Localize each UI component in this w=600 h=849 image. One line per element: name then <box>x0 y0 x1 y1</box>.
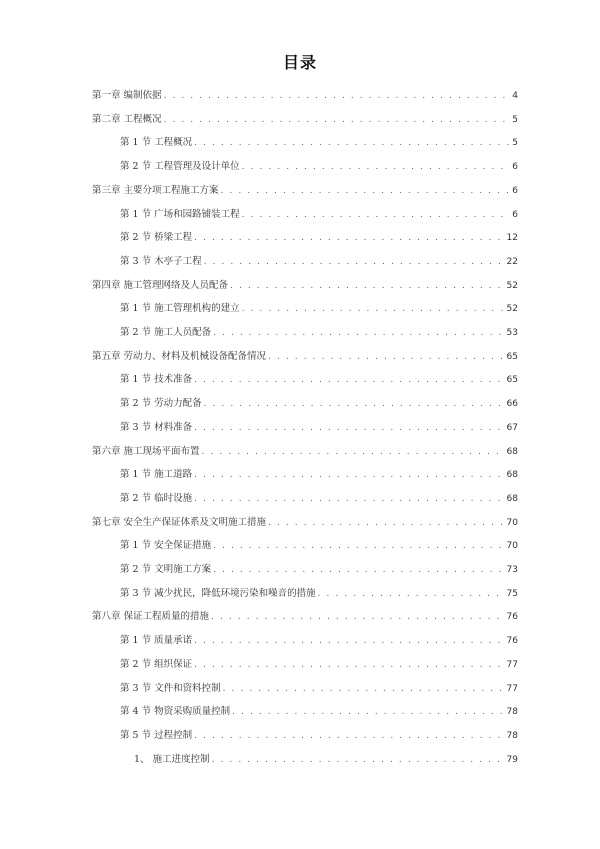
toc-entry[interactable] <box>120 396 518 412</box>
toc-entry-title: 第 3 节 木亭子工程 <box>120 255 202 267</box>
toc-page-number: 75 <box>506 588 518 599</box>
toc-entry-title: 第 2 节 桥梁工程 <box>120 232 193 244</box>
toc-dot-leader <box>194 135 510 151</box>
toc-entry[interactable] <box>120 681 518 697</box>
toc-entry[interactable] <box>92 278 518 294</box>
toc-entry[interactable] <box>134 752 518 768</box>
toc-dot-leader <box>194 728 504 744</box>
toc-entry[interactable] <box>120 633 518 649</box>
toc-dot-leader <box>242 207 511 223</box>
toc-entry-title: 第 2 节 临时设施 <box>120 492 193 504</box>
toc-entry-title: 第 1 节 质量承诺 <box>120 635 193 647</box>
toc-page-number: 6 <box>512 209 518 220</box>
toc-entry[interactable] <box>120 657 518 673</box>
toc-dot-leader <box>194 230 504 246</box>
toc-entry-title: 第 2 节 组织保证 <box>120 658 193 670</box>
toc-dot-leader <box>221 183 511 199</box>
toc-entry[interactable] <box>92 609 518 625</box>
toc-entry[interactable] <box>120 207 518 223</box>
toc-entry-title: 第 4 节 物资采购质量控制 <box>120 706 231 718</box>
toc-dot-leader <box>194 633 504 649</box>
toc-entry-title: 第 1 节 技术准备 <box>120 374 193 386</box>
toc-entry-title: 第 1 节 施工道路 <box>120 469 193 481</box>
toc-dot-leader <box>194 420 504 436</box>
toc-entry[interactable] <box>92 112 518 128</box>
toc-page-number: 12 <box>506 233 518 244</box>
toc-page-number: 6 <box>512 162 518 173</box>
toc-entry-title: 第 5 节 过程控制 <box>120 729 193 741</box>
toc-dot-leader <box>242 301 505 317</box>
toc-entry-title: 第三章 主要分项工程施工方案 <box>92 184 219 196</box>
toc-dot-leader <box>204 254 505 270</box>
toc-dot-leader <box>204 396 505 412</box>
toc-page-number: 70 <box>506 541 518 552</box>
toc-dot-leader <box>164 88 511 104</box>
toc-dot-leader <box>213 562 504 578</box>
toc-page-number: 22 <box>506 256 518 267</box>
toc-dot-leader <box>268 515 505 531</box>
toc-entry[interactable] <box>120 254 518 270</box>
toc-entry-title: 第 3 节 减少扰民，降低环境污染和噪音的措施 <box>120 587 316 599</box>
toc-page-number: 68 <box>506 470 518 481</box>
toc-dot-leader <box>194 467 504 483</box>
toc-entry-title: 第 1 节 广场和园路铺装工程 <box>120 208 240 220</box>
toc-page-number: 68 <box>506 493 518 504</box>
toc-entry[interactable] <box>120 562 518 578</box>
toc-page-number: 79 <box>506 754 518 765</box>
toc-entry[interactable] <box>120 325 518 341</box>
toc-page-number: 77 <box>506 659 518 670</box>
toc-dot-leader <box>212 752 505 768</box>
toc-page-number: 67 <box>506 422 518 433</box>
toc-dot-leader <box>164 112 511 128</box>
toc-entry[interactable] <box>120 420 518 436</box>
toc-entry[interactable] <box>120 586 518 602</box>
toc-entry-title: 第七章 安全生产保证体系及文明施工措施 <box>92 516 267 528</box>
toc-entry-title: 第一章 编制依据 <box>92 90 162 101</box>
toc-page-number: 78 <box>506 707 518 718</box>
toc-dot-leader <box>213 538 504 554</box>
toc-dot-leader <box>213 325 504 341</box>
toc-entry[interactable] <box>120 728 518 744</box>
toc-page-number: 65 <box>506 375 518 386</box>
toc-dot-leader <box>318 586 505 602</box>
toc-page-number: 70 <box>506 517 518 528</box>
toc-entry[interactable] <box>120 301 518 317</box>
toc-dot-leader <box>211 609 505 625</box>
toc-entry[interactable] <box>120 159 518 175</box>
toc-title: 目录 <box>282 53 317 72</box>
toc-dot-leader <box>194 491 504 507</box>
toc-entry[interactable] <box>120 135 518 151</box>
toc-entry-title: 第 1 节 工程概况 <box>120 137 193 149</box>
toc-page-number: 77 <box>506 683 518 694</box>
toc-page-number: 52 <box>506 304 518 315</box>
toc-entry-title: 第二章 工程概况 <box>92 113 162 125</box>
toc-entry-title: 1、 施工进度控制 <box>134 753 210 765</box>
toc-entry[interactable] <box>120 467 518 483</box>
toc-dot-leader <box>242 159 511 175</box>
toc-page-number: 66 <box>506 399 518 410</box>
toc-page-number: 68 <box>506 446 518 457</box>
toc-entry-title: 第 2 节 文明施工方案 <box>120 564 212 575</box>
toc-entry-title: 第 3 节 文件和资料控制 <box>120 682 221 694</box>
toc-entry[interactable] <box>120 704 518 720</box>
toc-entry-title: 第 2 节 劳动力配备 <box>120 398 202 410</box>
toc-dot-leader <box>194 657 504 673</box>
toc-entry[interactable] <box>120 491 518 507</box>
toc-dot-leader <box>202 444 505 460</box>
toc-page-number: 5 <box>512 114 518 125</box>
toc-dot-leader <box>194 372 504 388</box>
toc-page-number: 65 <box>506 351 518 362</box>
toc-entry[interactable] <box>92 515 518 531</box>
toc-page-number: 76 <box>506 612 518 623</box>
toc-dot-leader <box>268 349 505 365</box>
toc-entry-title: 第 1 节 施工管理机构的建立 <box>120 303 240 315</box>
toc-page-number: 53 <box>506 328 518 338</box>
toc-page-number: 78 <box>506 730 518 741</box>
toc-entry[interactable] <box>120 372 518 388</box>
toc-entry[interactable] <box>92 349 518 365</box>
toc-entry-title: 第 1 节 安全保证措施 <box>120 540 212 552</box>
toc-dot-leader <box>223 681 505 697</box>
toc-entry-title: 第六章 施工现场平面布置 <box>92 445 200 457</box>
toc-page-number: 5 <box>512 138 518 149</box>
toc-entry-title: 第 2 节 施工人员配备 <box>120 327 212 338</box>
toc-dot-leader <box>230 278 505 294</box>
toc-entry[interactable] <box>92 88 518 104</box>
toc-entry-title: 第四章 施工管理网络及人员配备 <box>92 279 229 291</box>
toc-page-number: 6 <box>512 185 518 196</box>
toc-entry-title: 第 3 节 材料准备 <box>120 421 193 433</box>
toc-dot-leader <box>232 704 504 720</box>
toc-page-number: 76 <box>506 636 518 647</box>
toc-entry[interactable] <box>92 183 518 199</box>
toc-entry-title: 第八章 保证工程质量的措施 <box>92 611 210 623</box>
toc-page-number: 73 <box>506 565 518 575</box>
toc-entry[interactable] <box>120 538 518 554</box>
toc-entry[interactable] <box>92 444 518 460</box>
toc-entry[interactable] <box>120 230 518 246</box>
toc-entry-title: 第五章 劳动力、材料及机械设备配备情况 <box>92 350 267 362</box>
toc-page-number: 52 <box>506 280 518 291</box>
toc-page-number: 4 <box>512 91 518 101</box>
toc-entry-title: 第 2 节 工程管理及设计单位 <box>120 161 240 173</box>
